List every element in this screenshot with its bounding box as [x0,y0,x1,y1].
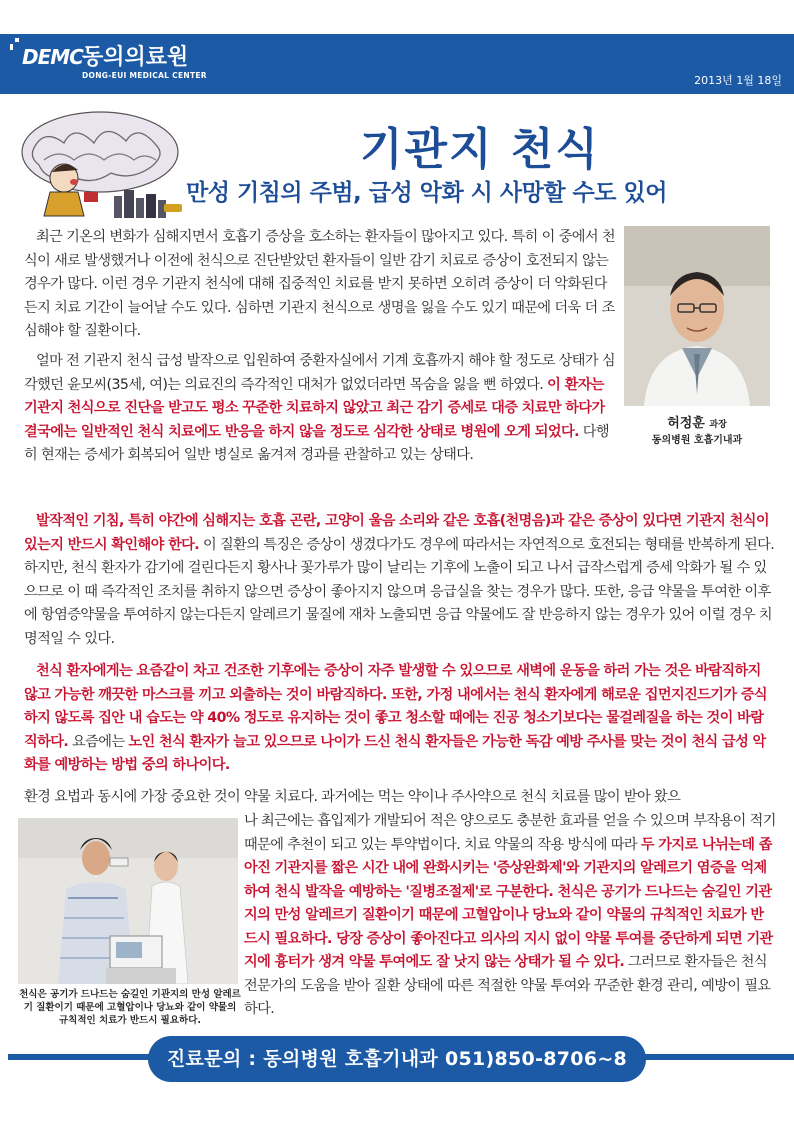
footer-contact: 진료문의 : 동의병원 호흡기내과 051)850-8706~8 [166,1048,628,1070]
page-subtitle: 만성 기침의 주범, 급성 악화 시 사망할 수도 있어 [186,180,667,206]
photo-caption: 천식은 공기가 드나드는 숨길인 기관지의 만성 알레르기 질환이기 때문에 고혈압이나 당뇨와 같이 약물의 규칙적인 치료가 반드시 필요하다. [19,989,241,1026]
inhaler-test-photo [18,818,238,984]
publish-date: 2013년 1월 18일 [694,74,782,87]
paragraph-5-text-c: 그러므로 환자들은 천식 전문가의 도움을 받아 질환 상태에 따른 적절한 약물 투여와 꾸준한 환경 관리, 예방이 필요하다. [244,954,771,1017]
paragraph-2 [24,350,616,468]
logo-korean: 동의의료원 [82,45,189,70]
paragraph-2-highlight: 이 환자는 기관지 천식으로 진단을 받고도 평소 꾸준한 치료하지 않았고 최근 감기 증세로 대증 치료만 하다가 결국에는 일반적인 천식 치료에도 반응을 하지 않을 정도로 심각한 상태로 병원에 오게 되었다. [24,376,605,440]
paragraph-5-highlight: 두 가지로 나뉘는데 좁아진 기관지를 짧은 시간 내에 완화시키는 '증상완화제'와 기관지의 알레르기 염증을 억제하여 천식 발작을 예방하는 '질병조절제'로 구분한다. 천식은 공기가 드나드는 숨길인 기관지의 만성 알레르기 질환이기 때문에 고혈압이나 당뇨와 같이 약물의 규칙적인 치료가 반드시 필요하다. 당장 증상이 좋아진다고 의사의 지시 없이 약물 투여를 중단하게 되면 기관지에 흉터가 생겨 약물 투여에도 잘 낫지 않는 상태가 될 수 있다. [244,836,773,970]
paragraph-3-text: 이 질환의 특징은 증상이 생겼다가도 경우에 따라서는 자연적으로 호전되는 형태를 반복하게 된다. 하지만, 천식 환자가 감기에 걸린다든지 황사나 꽃가루가 많이 날리는 기후에 노출이 되고 나서 급작스럽게 증세 악화가 될 수 있으므로 이 때 즉각적인 조치를 취하지 않으면 증상이 좋아지지 않으며 응급실을 찾는 경우가 많다. 또한, 응급 약물을 투여한 이후에 항염증약물을 투여하지 않는다든지 알레르기 물질에 재차 노출되면 응급 약물에도 잘 반응하지 않는 경우가 있어 이럴 경우 치명적일 수 있다. [24,536,775,647]
page-title: 기관지 천식 [360,124,600,175]
paragraph-3-highlight: 발작적인 기침, 특히 야간에 심해지는 호흡 곤란, 고양이 울음 소리와 같은 호흡(천명음)과 같은 증상이 있다면 기관지 천식이 있는지 반드시 확인해야 한다. [24,513,769,553]
paragraph-2-text-c: 다행히 현재는 증세가 회복되어 일반 병실로 옮겨져 경과를 관찰하고 있는 상태다. [24,423,609,463]
paragraph-4-text: 요즘에는 [68,733,129,750]
doctor-name: 허정훈 과장 [667,416,727,431]
paragraph-4-highlight-a: 천식 환자에게는 요즘같이 차고 건조한 기후에는 증상이 자주 발생할 수 있으므로 새벽에 운동을 하러 가는 것은 바람직하지 않고 가능한 깨끗한 마스크를 끼고 외출하는 것이 바람직하다. 또한, 가정 내에서는 천식 환자에게 해로운 집먼지진드기가 증식하지 않도록 집안 내 습도는 약 40% 정도로 유지하는 것이 좋고 청소할 때에는 진공 청소기보다는 물걸레질을 하는 것이 바람직하다. [24,663,768,750]
doctor-photo [624,226,770,406]
paragraph-3 [24,510,776,651]
logo-subtitle: DONG-EUI MEDICAL CENTER [82,71,207,80]
paragraph-5-text-a: 나 최근에는 흡입제가 개발되어 적은 양으로도 충분한 효과를 얻을 수 있으며 부작용이 적기 때문에 추천이 되고 있는 투약법이다. 치료 약물의 작용 방식에 따라 [244,813,776,853]
paragraph-2-text-a: 얼마 전 기관지 천식 급성 발작으로 입원하여 중환자실에서 기계 호흡까지 해야 할 정도로 상태가 심각했던 윤모씨(35세, 여)는 의료진의 즉각적인 대처가 없었더라면 목숨을 잃을 뻔 하였다. [24,353,615,393]
paragraph-4-highlight-b: 노인 천식 환자가 늘고 있으므로 나이가 드신 천식 환자들은 가능한 독감 예방 주사를 맞는 것이 천식 급성 악화를 예방하는 방법 중의 하나이다. [24,733,766,773]
paragraph-4 [24,660,776,778]
logo-latin: DEMC [22,45,83,69]
doctor-department: 동의병원 호흡기내과 [651,435,743,446]
paragraph-5 [244,810,776,1022]
coughing-man-illustration [14,108,192,218]
paragraph-5-first-line: 환경 요법과 동시에 가장 중요한 것이 약물 치료다. 과거에는 먹는 약이나 주사약으로 천식 치료를 많이 받아 왔으 [24,789,681,805]
paragraph-5-line-1 [24,786,784,810]
paragraph-1 [24,226,616,344]
paragraph-1-text: 최근 기온의 변화가 심해지면서 호흡기 증상을 호소하는 환자들이 많아지고 있다. 특히 이 중에서 천식이 새로 발생했거나 이전에 천식으로 진단받았던 환자들이 일반 감기 치료로 증상이 호전되지 않는 경우가 많다. 이런 경우 기관지 천식에 대해 집중적인 치료를 받지 못하면 오히려 증상이 더 악화된다든지 치료 기간이 늘어날 수도 있다. 심하면 기관지 천식으로 생명을 잃을 수도 있기 때문에 더욱 더 조심해야 할 질환이다. [24,229,615,339]
